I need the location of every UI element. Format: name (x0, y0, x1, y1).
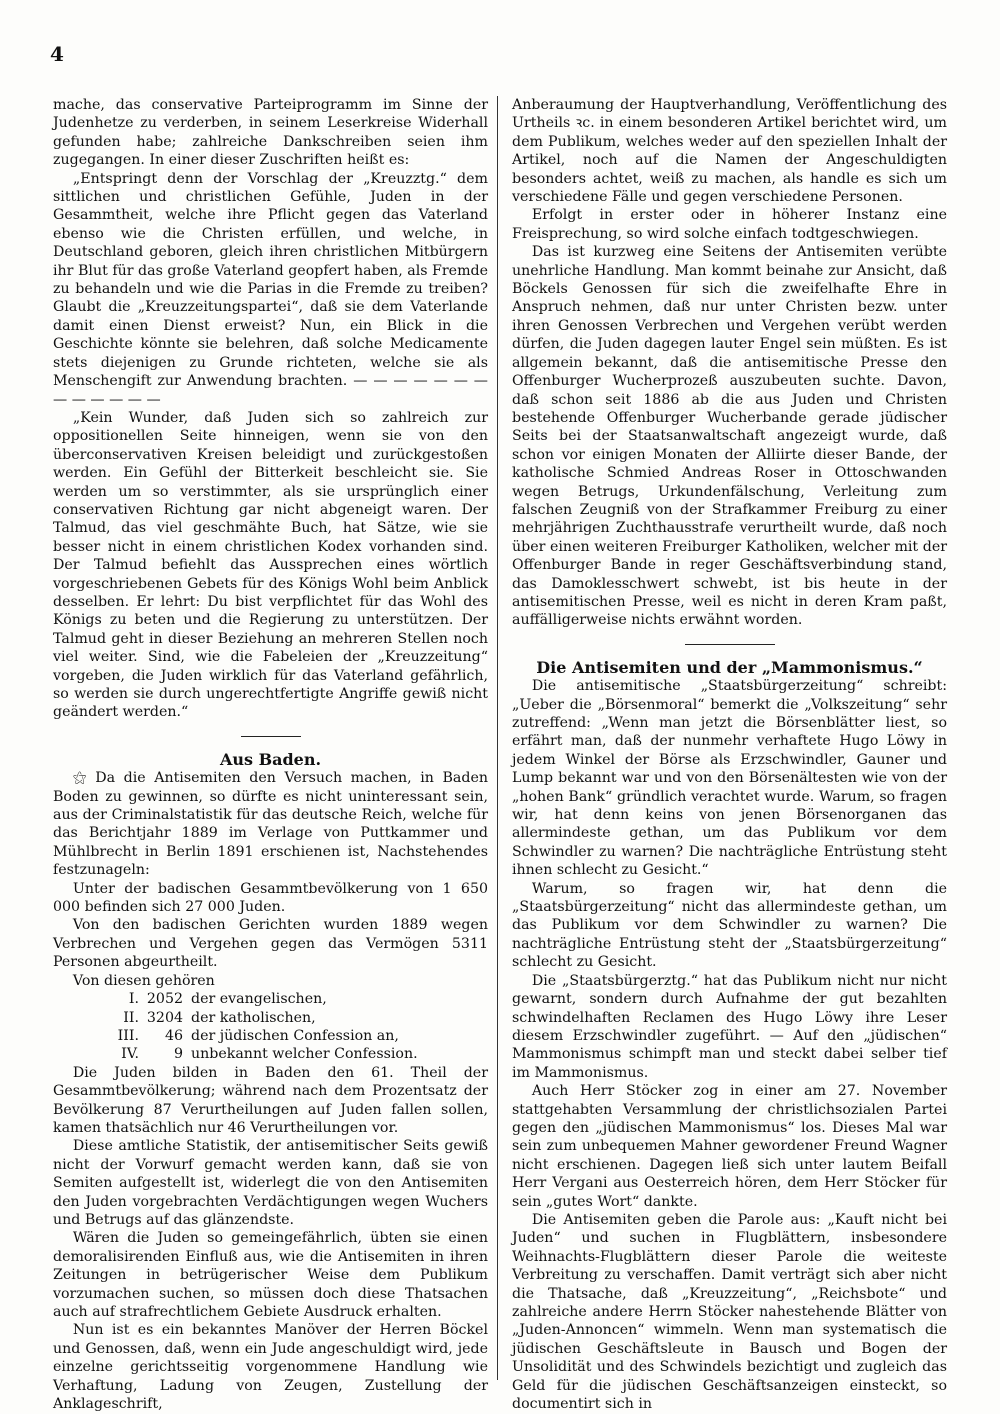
paragraph: Diese amtliche Statistik, der antisemitischer Seits gewiß nicht der Vorwurf gemacht werden kann, daß sie von Semiten aufgestellt ist, widerlegt die von den Antisemiten den Juden vorgebrachten Verdächtigungen wegen Wuchers und Betrugs auf das glänzendste. (53, 1138, 488, 1228)
section-divider (685, 644, 775, 645)
stat-roman: III. (117, 1027, 139, 1044)
paragraph: Das ist kurzweg eine Seitens der Antisemiten verübte unehrliche Handlung. Man kommt beinahe zur Ansicht, daß Böckels Genossen für sich die zweifelhafte Ehre in Anspruch nehmen, daß nur unter Christen bezw. unter ihren Genossen Verbrechen und Vergehen verübt werden dürfen, die Juden dagegen lauter Engel sein müßten. Es ist allgemein bekannt, daß die antisemitische Presse den Offenburger Wucherprozeß auszubeuten suchte. Davon, daß schon seit 1886 ab die aus Juden und Christen bestehende Offenburger Wucherbande gerade jüdischer Seits bei der Staatsanwaltschaft angezeigt wurde, daß schon vor einigen Monaten der Alliirte dieser Bande, der katholische Schmied Andreas Roser in Ottoschwanden wegen Betrugs, Urkundenfälschung, Verleitung zum falschen Zeugniß von der Strafkammer Freiburg zu einer mehrjährigen Zuchthausstrafe verurtheilt wurde, daß noch über einen weiteren Freiburger Katholiken, welcher mit der Offenburger Bande in reger Geschäftsverbindung stand, das Damoklesschwert schwebt, ist bis heute in der antisemitischen Presse, weil es nicht in deren Kram paßt, auffälligerweise nichts erwähnt worden. (512, 244, 947, 629)
paragraph: Warum, so fragen wir, hat denn die „Staatsbürgerzeitung“ nicht das allermindeste gethan, um das Publikum vor dem Schwindler zu warnen? Die nachträgliche Entrüstung steht der „Staatsbürgerzeitung“ schlecht zu Gesicht. (512, 880, 947, 971)
paragraph: Von den badischen Gerichten wurden 1889 wegen Verbrechen und Vergehen gegen das Vermögen 5311 Personen abgeurtheilt. (53, 917, 488, 971)
section-heading-mammonismus: Die Antisemiten und der „Mammonismus.“ (536, 657, 923, 677)
paragraph: Anberaumung der Hauptverhandlung, Veröffentlichung des Urtheils ꝛc. in einem besonderen Artikel berichtet wird, um dem Publikum, welches weder auf den speziellen Inhalt der Artikel, noch auf die Namen der Angeschuldigten besonders achtet, weiß zu machen, als handle es sich um verschiedene Fälle und gegen verschiedene Personen. (512, 97, 947, 206)
quote-paragraph: „Entspringt denn der Vorschlag der „Kreuzztg.“ dem sittlichen und christlichen Gefühle, Juden in der Gesammtheit, welche ihre Pflicht gegen das Vaterland ebenso wie die Christen erfüllen, und welche, in Deutschland geboren, gleich ihren christlichen Mitbürgern ihr Blut für das große Vaterland geopfert haben, als Fremde zu behandeln und wie die Parias in die Fremde zu treiben? Glaubt die „Kreuzzeitungspartei“, daß sie dem Vaterlande damit einen Dienst erweist? Nun, ein Blick in die Geschichte könnte sie belehren, daß solche Medicamente stets diejenigen zu Grunde richteten, welche sie als Menschengift zur Anwendung brachten. — — — — — — — — — — — — — (53, 170, 488, 408)
statistics-list (95, 990, 488, 1064)
stat-label: unbekannt welcher Confession. (191, 1046, 418, 1063)
paragraph: Die Antisemiten geben die Parole aus: „Kauft nicht bei Juden“ und suchen in Flugblättern, insbesondere Weihnachts-Flugblättern dieser Parole die weiteste Verbreitung zu verschaffen. Damit verträgt sich aber nicht die Thatsache, daß „Kreuzzeitung“, „Reichsbote“ und zahlreiche andere Herrn Stöcker nahestehende Blätter von „Juden-Annoncen“ wimmeln. Wenn man systematisch die jüdischen Geschäftsleute in Bausch und Bogen der Unsolidität und des Schwindels bezichtigt und zugleich das Geld für die jüdischen Geschäftsanzeigen einsteckt, so documentirt sich in (512, 1211, 947, 1413)
section-divider (241, 736, 301, 737)
stat-roman: II. (123, 1009, 139, 1026)
stat-value: 46 (164, 1027, 183, 1044)
page-number: 4 (50, 42, 64, 66)
paragraph: Von diesen gehören (72, 972, 215, 989)
stat-row (95, 1045, 488, 1063)
stat-value: 2052 (146, 991, 183, 1008)
left-column (53, 96, 488, 1413)
paragraph: Die Juden bilden in Baden den 61. Theil der Gesammtbevölkerung; während nach dem Prozentsatz der Bevölkerung 87 Verurtheilungen auf Juden fallen sollen, kamen thatsächlich nur 46 Verurtheilungen vor. (53, 1064, 488, 1136)
right-column (512, 96, 947, 1413)
paragraph: Die „Staatsbürgerztg.“ hat das Publikum nicht nur nicht gewarnt, sondern durch Aufnahme der gut bezahlten schwindelhaften Reclamen des Hugo Löwy ihre Leser diesem Erzschwindler zugeführt. — Auf den „jüdischen“ Mammonismus schimpft man und steckt dabei selber tief im Mammonismus. (512, 972, 947, 1081)
stat-row (95, 990, 488, 1008)
paragraph: Unter der badischen Gesammtbevölkerung von 1 650 000 befinden sich 27 000 Juden. (53, 880, 488, 916)
stat-roman: I. (128, 991, 139, 1008)
paragraph: Nun ist es ein bekanntes Manöver der Herren Böckel und Genossen, daß, wenn ein Jude angeschuldigt wird, jede einzelne gerichtsseitig vorgenommene Handlung wie Verhaftung, Ladung von Zeugen, Zustellung der Anklageschrift, (53, 1322, 488, 1413)
paragraph: Auch Herr Stöcker zog in einer am 27. November stattgehabten Versammlung der christlichsozialen Partei gegen den „jüdischen Mammonismus“ los. Dieses Mal war sein zum unbequemen Mahner gewordener Freund Wagner nicht erschienen. Dagegen ließ sich unter lautem Beifall Herr Vergani aus Oesterreich hören, dem Herr Stöcker für sein „gutes Wort“ dankte. (512, 1083, 947, 1210)
stat-label: der jüdischen Confession an, (191, 1027, 399, 1044)
stat-value: 3204 (146, 1009, 183, 1026)
stat-roman: IV. (121, 1046, 139, 1063)
quote-paragraph: „Kein Wunder, daß Juden sich so zahlreich zur oppositionellen Seite hinneigen, wenn sie von den überconservativen Kreisen beleidigt und zurückgestoßen werden. Ein Gefühl der Bitterkeit beschleicht sie. Sie werden um so verstimmter, als sie ursprünglich einer conservativen Richtung gar nicht abgeneigt waren. Der Talmud, das viel geschmähte Buch, hat Sätze, wie sie besser nicht in einem christlichen Kodex vorhanden sind. Der Talmud befiehlt das Aussprechen eines wörtlich vorgeschriebenen Gebets für des Königs Wohl beim Anblick desselben. Er lehrt: Du bist verpflichtet für das Wohl des Königs zu beten und die Regierung zu unterstützen. Der Talmud geht in dieser Beziehung an mehreren Stellen noch viel weiter. Sind, wie die Fabeleien der „Kreuzzeitung“ vorgeben, die Juden wirklich für das Vaterland gefährlich, so werden sie durch ungerechtfertigte Angriffe gewiß nicht geändert werden.“ (53, 409, 488, 721)
stat-label: der katholischen, (191, 1009, 316, 1026)
paragraph: Wären die Juden so gemeingefährlich, übten sie einen demoralisirenden Einfluß aus, wie die Antisemiten in ihren Zeitungen in betrügerischer Weise dem Publikum vorzumachen suchen, so müssen doch diese Thatsachen auch auf strafrechtlichem Gebiete Ausdruck erhalten. (53, 1230, 488, 1320)
paragraph: Die antisemitische „Staatsbürgerzeitung“ schreibt: „Ueber die „Börsenmoral“ bemerkt die „Volkszeitung“ sehr zutreffend: „Wenn man jetzt die Börsenblätter liest, so erfährt man, daß der nunmehr verhaftete Hugo Löwy in jedem Winkel der Börse als Erzschwindler, Gauner und Lump bekannt war und von den Börsenältesten wie von der „hohen Bank“ gründlich verachtet wurde. Warum, so fragen wir, hat denn keins von jenen Börsenorganen das allermindeste gethan, um das Publikum vor dem Schwindler zu warnen? Die nachträgliche Entrüstung steht ihnen schlecht zu Gesicht.“ (512, 678, 947, 879)
paragraph: Erfolgt in erster oder in höherer Instanz eine Freisprechung, so wird solche einfach todtgeschwiegen. (512, 207, 947, 242)
stat-row (95, 1027, 488, 1045)
stat-value: 9 (173, 1046, 183, 1063)
paragraph: mache, das conservative Parteiprogramm im Sinne der Judenhetze zu verderben, in seinem Leserkreise Widerhall gefunden habe; zahlreiche Dankschreiben seien ihm zugegangen. In einer dieser Zuschriften heißt es: (53, 97, 488, 169)
stat-label: der evangelischen, (191, 991, 327, 1008)
stat-row (95, 1009, 488, 1027)
column-rule (497, 96, 498, 1380)
paragraph: ⚝ Da die Antisemiten den Versuch machen, in Baden Boden zu gewinnen, so dürfte es nicht uninteressant sein, aus der Criminalstatistik für das deutsche Reich, welche für das Berichtjahr 1889 im Verlage von Puttkammer und Mühlbrecht in Berlin 1891 erschienen ist, Nachstehendes festzunageln: (53, 770, 488, 879)
section-heading-baden: Aus Baden. (219, 749, 322, 769)
